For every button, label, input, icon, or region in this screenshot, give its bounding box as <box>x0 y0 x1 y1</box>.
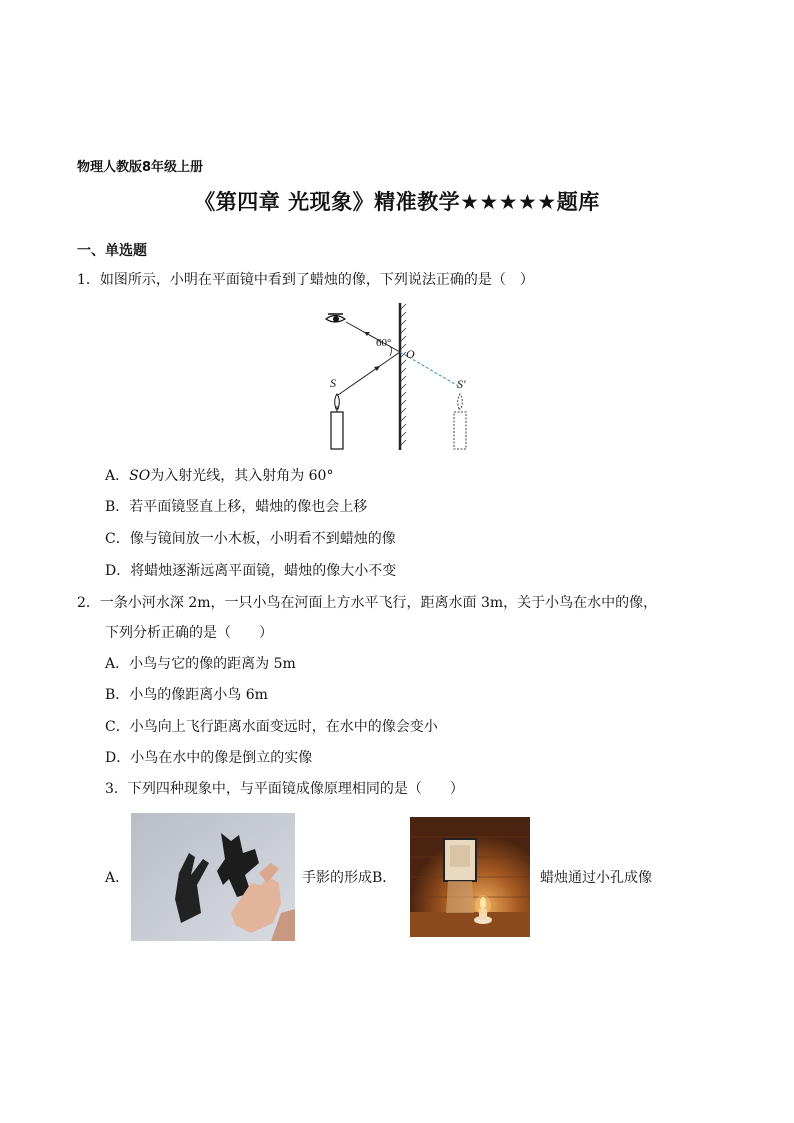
subject-label: 物理人教版8年级上册 <box>77 160 204 175</box>
q2-option-c: C．小鸟向上飞行距离水面变远时，在水中的像会变小 <box>105 719 438 735</box>
point-s-prime-label: S' <box>457 377 466 391</box>
q1-option-c: C．像与镜间放一小木板，小明看不到蜡烛的像 <box>105 531 396 547</box>
q2-option-b: B．小鸟的像距离小鸟 6m <box>105 687 268 703</box>
section-title: 一、单选题 <box>77 243 147 259</box>
pinhole-candle-photo <box>410 817 530 937</box>
question-1-stem: 1．如图所示，小明在平面镜中看到了蜡烛的像，下列说法正确的是（ ） <box>77 272 534 288</box>
incident-ray <box>338 352 400 395</box>
mirror-diagram <box>318 300 488 455</box>
page-title: 《第四章 光现象》精准教学★★★★★题库 <box>194 190 600 214</box>
hand-shadow-photo <box>131 813 295 941</box>
angle-label: 60° <box>376 337 392 349</box>
q1-option-a: A．SO为入射光线，其入射角为 60° <box>105 468 334 484</box>
eye-icon <box>326 314 345 322</box>
q2-option-d: D．小鸟在水中的像是倒立的实像 <box>105 750 313 766</box>
reflected-ray <box>346 322 400 352</box>
q2-option-a: A．小鸟与它的像的距离为 5m <box>105 656 296 672</box>
point-s-label: S <box>330 376 336 390</box>
question-3-stem: 3．下列四种现象中，与平面镜成像原理相同的是（ ） <box>105 781 464 797</box>
question-2-stem-line2: 下列分析正确的是（ ） <box>105 625 273 641</box>
q3-option-a-label: A． <box>105 870 130 886</box>
candle-image-icon <box>454 394 466 449</box>
incident-arrow <box>374 366 380 371</box>
q3-option-b-text: 蜡烛通过小孔成像 <box>540 870 652 886</box>
q1-option-b: B．若平面镜竖直上移，蜡烛的像也会上移 <box>105 499 368 515</box>
q1-option-d: D．将蜡烛逐渐远离平面镜，蜡烛的像大小不变 <box>105 563 397 579</box>
question-2-stem-line1: 2．一条小河水深 2m，一只小鸟在河面上方水平飞行，距离水面 3m，关于小鸟在水中的像， <box>77 595 658 611</box>
q3-option-a-text: 手影的形成B． <box>302 870 397 886</box>
point-o-label: O <box>406 347 415 361</box>
candle-icon <box>331 394 343 449</box>
